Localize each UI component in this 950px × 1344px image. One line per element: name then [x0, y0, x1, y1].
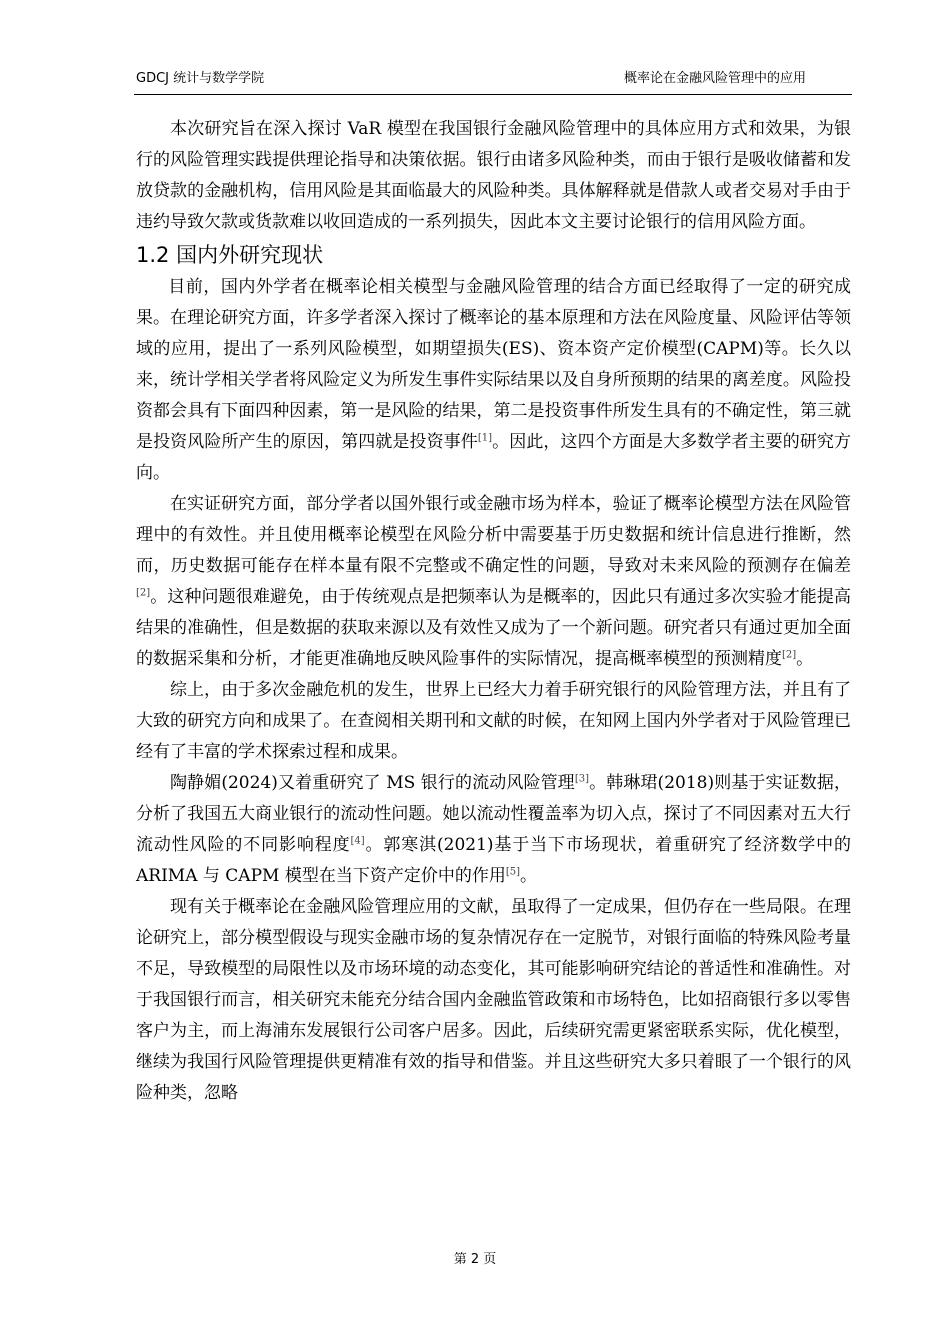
paragraph-3-text-b: 。这种问题很难避免，由于传统观点是把频率认为是概率的，因此只有通过多次实验才能提高结果的准确性，但是数据的获取来源以及有效性又成为了一个新问题。研究者只有通过更加全面的数据采集和分析，才能更准确地反映风险事件的实际情况，提高概率模型的预测精度	[136, 587, 851, 669]
citation-2a: [2]	[136, 587, 151, 599]
citation-5: [5]	[505, 866, 520, 878]
header-divider	[134, 94, 852, 95]
paragraph-5-text-b: 。韩琳珺(2018)则基于实证数据，分析了我国五大商业银行的流动性问题。她以流动性覆盖率为切入点，探讨了不同因素对五大行流动性风险的不同影响程度	[136, 773, 852, 855]
header-school: GDCJ 统计与数学学院	[136, 71, 265, 86]
header-title: 概率论在金融风险管理中的应用	[623, 71, 806, 86]
citation-4: [4]	[350, 835, 365, 847]
paragraph-3	[136, 489, 851, 675]
paragraph-5	[136, 768, 851, 892]
citation-2b: [2]	[782, 649, 797, 661]
citation-1: [1]	[477, 432, 493, 444]
page-number: 第 2 页	[453, 1252, 497, 1267]
citation-3: [3]	[574, 773, 589, 785]
paragraph-4: 综上，由于多次金融危机的发生，世界上已经大力着手研究银行的风险管理方法，并且有了大致的研究方向和成果了。在查阅相关期刊和文献的时候，在知网上国内外学者对于风险管理已经有了丰富的学术探索过程和成果。	[136, 680, 851, 762]
paragraph-2-text-b: 。因此，这四个方面是大多数学者主要的研究方向。	[136, 432, 852, 483]
paragraph-2	[136, 272, 851, 489]
paragraph-3-text-a: 在实证研究方面，部分学者以国外银行或金融市场为样本，验证了概率论模型方法在风险管理中的有效性。并且使用概率论模型在风险分析中需要基于历史数据和统计信息进行推断，然而，历史数据可能存在样本量有限不完整或不确定性的问题，导致对未来风险的预测存在偏差	[136, 494, 851, 576]
paragraph-6: 现有关于概率论在金融风险管理应用的文献，虽取得了一定成果，但仍存在一些局限。在理论研究上，部分模型假设与现实金融市场的复杂情况存在一定脱节，对银行面临的特殊风险考量不足，导致模型的局限性以及市场环境的动态变化，其可能影响研究结论的普适性和准确性。对于我国银行而言，相关研究未能充分结合国内金融监管政策和市场特色，比如招商银行多以零售客户为主，而上海浦东发展银行公司客户居多。因此，后续研究需更紧密联系实际，优化模型，继续为我国行风险管理提供更精准有效的指导和借鉴。并且这些研究大多只着眼了一个银行的风险种类，忽略	[136, 897, 851, 1103]
paragraph-2-text-a: 目前，国内外学者在概率论相关模型与金融风险管理的结合方面已经取得了一定的研究成果。在理论研究方面，许多学者深入探讨了概率论的基本原理和方法在风险度量、风险评估等领域的应用，提出了一系列风险模型，如期望损失(ES)、资本资产定价模型(CAPM)等。长久以来，统计学相关学者将风险定义为所发生事件实际结果以及自身所预期的结果的离差度。风险投资都会具有下面四种因素，第一是风险的结果，第二是投资事件所发生具有的不确定性，第三就是投资风险所产生的原因，第四就是投资事件	[136, 277, 851, 452]
paragraph-5-text-a: 陶静媚(2024)又着重研究了 MS 银行的流动风险管理	[170, 773, 575, 793]
paragraph-1: 本次研究旨在深入探讨 VaR 模型在我国银行金融风险管理中的具体应用方式和效果，为银行的风险管理实践提供理论指导和决策依据。银行由诸多风险种类，而由于银行是吸收储蓄和发放贷款的金融机构，信用风险是其面临最大的风险种类。具体解释就是借款人或者交易对手由于违约导致欠款或货款难以收回造成的一系列损失，因此本文主要讨论银行的信用风险方面。	[136, 119, 851, 232]
paragraph-5-text-c: 。郭寒淇(2021)基于当下市场现状，着重研究了经济数学中的 ARIMA 与 CAPM 模型在当下资产定价中的作用	[136, 835, 852, 886]
paragraph-5-text-d: 。	[520, 866, 537, 886]
section-heading: 1.2 国内外研究现状	[136, 243, 324, 267]
document-body	[136, 114, 851, 1109]
paragraph-3-text-c: 。	[796, 649, 814, 669]
